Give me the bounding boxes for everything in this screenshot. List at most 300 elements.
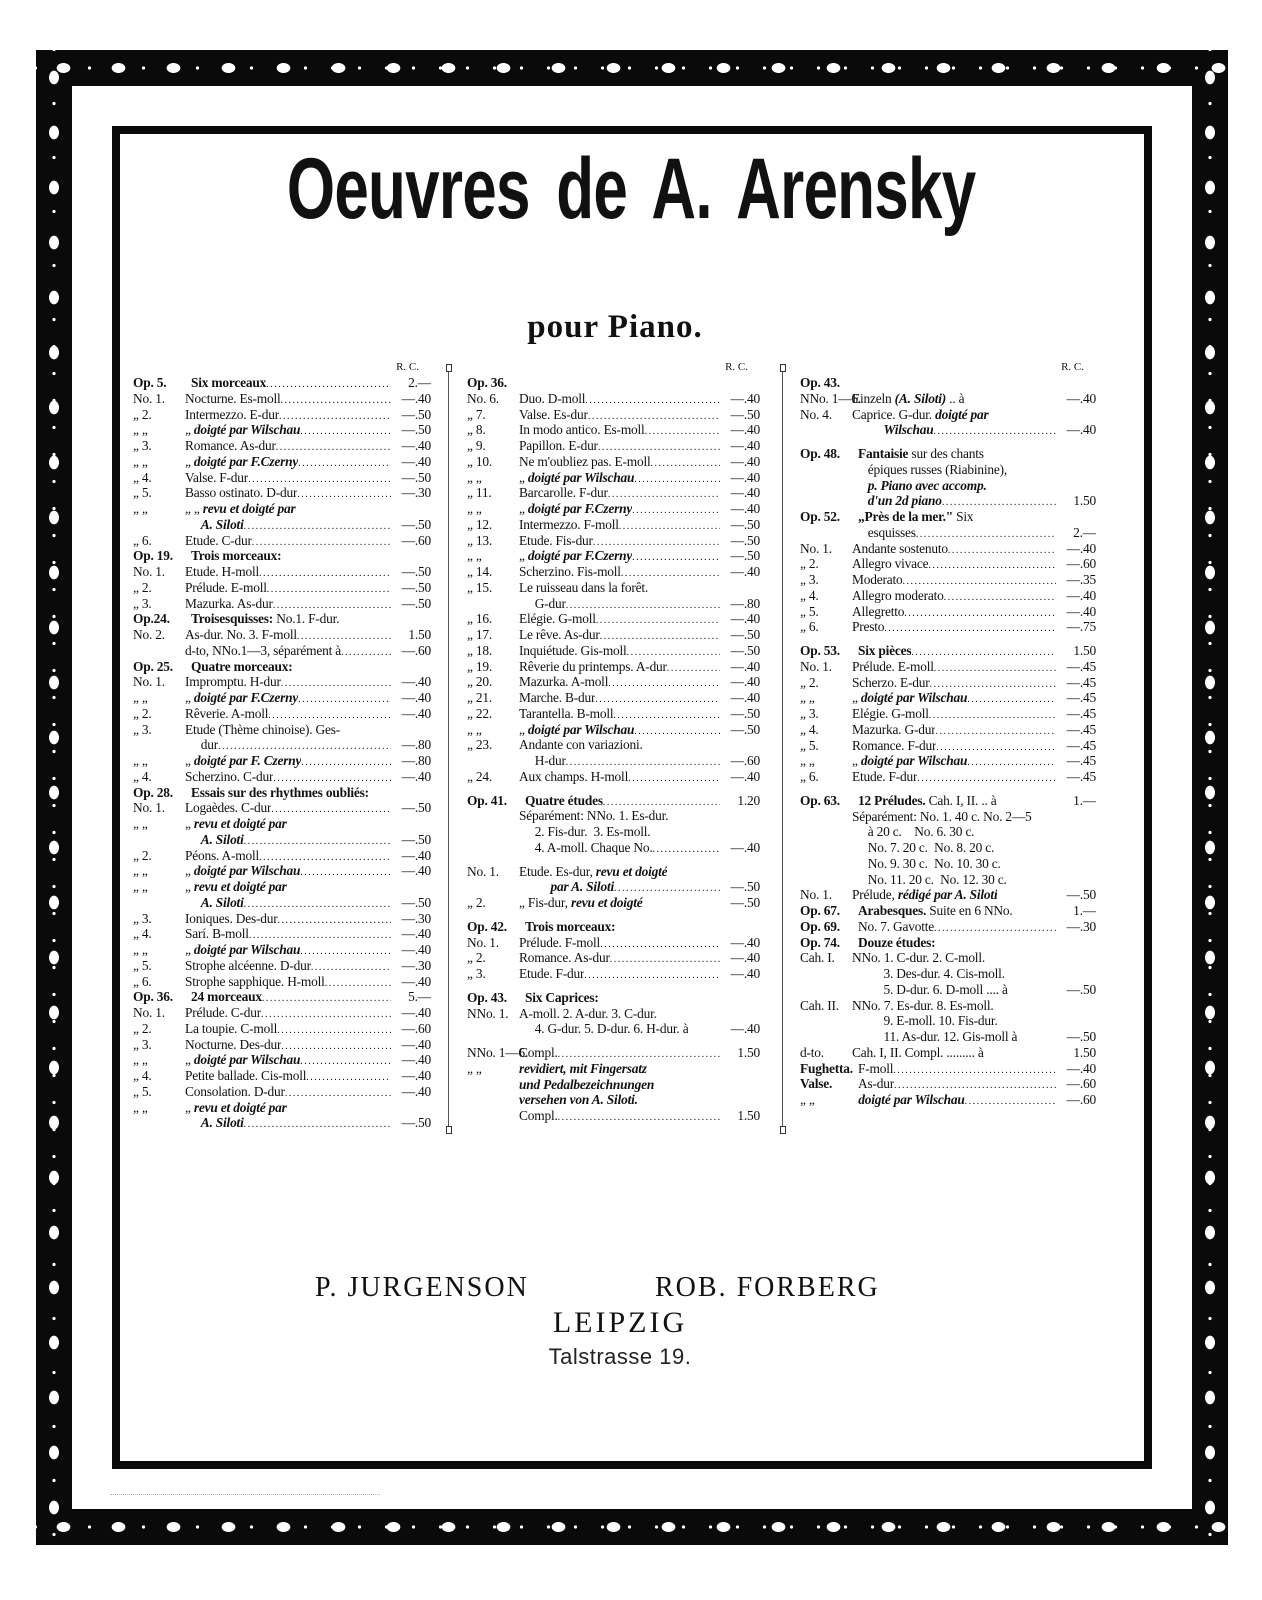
entry-title [519,517,619,533]
price: —.60 [401,532,431,548]
work-title: 12 Préludes. [858,792,926,808]
entry-title [519,1108,558,1124]
entry-number: „ 3. [800,572,819,587]
entry-title [852,407,989,423]
dot-leader [944,588,1056,604]
entry-number [467,1077,519,1093]
dot-leader [902,572,1056,588]
catalog-heading-row [800,793,1096,809]
entry-number: No. 1. [133,800,165,816]
editor-note: doigté par F.Czerny [193,453,299,469]
price: —.50 [401,595,431,611]
catalog-entry-row [467,840,760,856]
catalog-entry-row [467,438,760,454]
editor-note: doigté par Wilschau [193,942,301,957]
catalog-entry-row [467,808,760,824]
entry-number: „ 2. [800,674,819,690]
entry-number: „ 3. [467,966,486,981]
price: —.80 [730,595,760,611]
dot-leader [967,753,1056,769]
entry-text: NNo. 1. C-dur. 2. C-moll. [852,950,985,966]
entry-text: „ [519,501,528,516]
dot-leader [588,407,720,423]
entry-title [185,470,248,486]
dot-leader [244,517,391,533]
work-title: Essais sur des rhythmes oubliés: [191,784,369,800]
entry-title [185,1100,287,1116]
entry-number [133,1115,185,1131]
price: —.50 [1066,981,1096,997]
entry-text [852,478,868,493]
dot-leader [917,769,1056,785]
catalog-entry-row [800,659,1096,675]
entry-number: „ „ [133,753,148,768]
entry-title [185,627,297,643]
price: —.30 [401,485,431,501]
entry-number: No. 1. [467,863,499,879]
entry-number: Op. 42. [467,918,507,934]
column-divider [782,368,783,1130]
editor-note: doigté par Wilschau [527,469,635,485]
price: —.40 [401,863,431,879]
editor-note: revu et doigté par [202,501,296,516]
entry-text: „ [185,879,194,894]
entry-text: „ [519,721,528,737]
dot-leader [911,643,1056,659]
catalog-entry-row [133,863,431,879]
entry-text: F-moll [858,1060,894,1076]
entry-text [185,895,201,910]
entry-text: „ [185,753,194,768]
entry-title [519,808,668,824]
entry-text: Andante sostenuto [852,540,948,556]
price: —.50 [401,406,431,422]
price: —.60 [730,753,760,768]
price: —.40 [1066,540,1096,556]
price: —.40 [730,966,760,981]
catalog-heading-row [133,989,431,1005]
entry-title [858,643,911,659]
dot-leader [262,989,391,1005]
entry-number: „ 5. [133,957,152,973]
catalog-heading-row [133,548,431,564]
dot-leader [259,848,391,864]
entry-text: Consolation. D-dur [185,1083,285,1099]
catalog-entry-row [133,596,431,612]
entry-number: Op. 25. [133,658,173,674]
entry-number: Valse. [800,1076,833,1092]
entry-title [185,422,300,438]
publisher-city: LEIPZIG [552,1306,688,1339]
dot-leader [667,659,720,675]
dot-leader [894,1076,1056,1092]
catalog-entry-row [467,737,760,753]
entry-title [852,722,935,738]
entry-number: „ „ [133,879,148,894]
entry-title [858,935,935,951]
work-title: „Près de la mer." [858,509,954,524]
dot-leader [933,422,1056,438]
entry-title [519,935,600,951]
price: —.40 [730,674,760,690]
price: —.45 [1066,769,1096,784]
dot-leader [273,769,391,785]
catalog-heading-row [133,611,431,627]
dot-leader [585,391,720,407]
entry-title [519,470,634,486]
entry-title [185,863,300,879]
entry-text [852,493,868,508]
entry-title [519,1021,688,1037]
catalog-entry-row [133,911,431,927]
catalog-entry-row [133,517,431,533]
price: —.50 [730,627,760,642]
catalog-entry-row [133,895,431,911]
dot-leader [929,706,1056,722]
entry-number: „ 3. [133,1036,152,1052]
entry-number: Op. 28. [133,784,173,800]
catalog-entry-row [133,926,431,942]
dot-leader [614,879,720,895]
entry-number: „ 2. [133,1020,152,1036]
catalog-entry-row [800,541,1096,557]
work-title: Six morceaux [191,375,267,390]
dot-leader [651,454,721,470]
entry-title [519,966,584,982]
catalog-entry-row [800,407,1096,423]
catalog-entry-row [133,643,431,659]
entry-number: „ „ [467,501,482,516]
entry-title [858,903,1013,919]
border-top-ornament [36,50,1228,86]
entry-text: „ [185,422,194,438]
entry-title [519,674,608,690]
dot-leader [934,919,1056,935]
entry-number: „ 3. [133,721,152,737]
dot-leader [300,422,391,438]
catalog-entry-row [800,706,1096,722]
catalog-entry-row [467,627,760,643]
catalog-entry-row [133,1052,431,1068]
editor-note: par A. Siloti [550,879,614,895]
entry-number [800,872,852,888]
entry-title [185,674,281,690]
entry-title [858,793,997,809]
entry-title [185,895,244,911]
entry-title [858,509,973,525]
entry-title [185,974,325,990]
catalog-entry-row [800,809,1096,825]
editor-note: doigté par F. Czerny [193,753,302,768]
catalog-entry-row [133,533,431,549]
price: —.50 [1066,887,1096,903]
catalog-entry-row [467,517,760,533]
catalog-entry-row [800,588,1096,604]
entry-title [519,690,595,706]
price: —.45 [1066,690,1096,706]
catalog-entry-row [133,1021,431,1037]
entry-title [852,824,974,840]
entry-number: „ 2. [467,895,486,910]
entry-title [852,706,929,722]
entry-title [852,856,1001,872]
entry-text: dur [185,737,218,753]
price: —.50 [1066,1029,1096,1044]
dot-leader [268,706,391,722]
price: —.50 [730,516,760,532]
entry-number: Op. 19. [133,548,173,564]
entry-number: „ „ [800,1092,815,1107]
entry-text: 3. Des-dur. 4. Cis-moll. [852,966,1005,981]
entry-title [185,706,268,722]
catalog-entry-row [133,391,431,407]
editor-note: doigté par Wilschau [193,422,301,438]
dot-leader [613,706,720,722]
entry-number [467,1021,519,1037]
dot-leader [300,1052,391,1068]
entry-number: „ „ [133,1099,148,1115]
catalog-entry-row [800,1013,1096,1029]
entry-number: Op. 41. [467,792,507,808]
entry-title [519,864,667,880]
entry-number [467,1092,519,1108]
entry-text: No. 7. 20 c. No. 8. 20 c. [852,840,995,855]
entry-text: Valse. Es-dur [519,406,588,422]
dot-leader [632,548,720,564]
entry-text: Nocturne. Des-dur [185,1036,282,1052]
entry-text: As-dur [858,1076,894,1092]
catalog-entry-row [467,643,760,659]
entry-number: Op. 74. [800,934,840,950]
catalog-entry-row [133,674,431,690]
entry-text: Cah. I, II. Compl. ......... à [852,1044,984,1060]
entry-number [800,462,852,478]
entry-title [185,1052,300,1068]
entry-number: „ 19. [467,658,493,674]
catalog-entry-row [467,1092,760,1108]
entry-text: „ [519,548,528,564]
dot-leader [930,675,1056,691]
entry-text: In modo antico. Es-moll [519,422,645,438]
catalog-heading-row [133,659,431,675]
entry-number: „ 23. [467,737,493,753]
entry-title [525,793,603,809]
entry-text: Allegro moderato [852,587,944,603]
price: —.40 [730,611,760,627]
catalog-entry-row [133,800,431,816]
catalog-entry-row [467,533,760,549]
catalog-entry-row [800,840,1096,856]
entry-number: Op. 52. [800,509,840,524]
entry-text: Nocturne. Es-moll [185,390,281,406]
dot-leader [643,895,720,911]
price: 2.— [408,375,431,390]
editor-note: doigté par Wilschau [860,753,968,769]
entry-title [519,737,643,753]
price: —.40 [401,705,431,721]
entry-text [185,517,201,532]
dot-leader [598,438,720,454]
entry-text: Aux champs. H-moll [519,768,629,784]
entry-text: Prélude. F-moll [519,934,601,950]
price: —.45 [1066,753,1096,769]
editor-note: A. Siloti [200,831,244,847]
work-title: Quatre études [525,792,603,808]
entry-text: Caprice. G-dur. [852,406,936,422]
catalog-entry-row [133,816,431,832]
entry-number: „ 16. [467,611,493,627]
editor-note: doigté par Wilschau [193,1052,301,1068]
dot-leader [252,533,391,549]
entry-text: La toupie. C-moll [185,1020,278,1036]
entry-number [133,517,185,533]
price: —.50 [401,516,431,532]
dot-leader [261,1005,391,1021]
entry-number: Op.24. [133,611,170,627]
catalog-heading-row [467,919,760,935]
entry-title [858,1061,893,1077]
entry-text: „ „ [185,501,203,516]
dot-leader [904,604,1056,620]
entry-number: „ „ [133,422,148,438]
editor-note: d'un 2d piano [867,493,942,509]
entry-number [800,1029,852,1045]
entry-text: Romance. As-dur [185,438,276,453]
entry-text: épiques russes (Riabinine), [852,461,1008,477]
entry-number [800,824,852,840]
catalog-entry-row [467,674,760,690]
entry-text: „ [852,753,861,769]
entry-text: As-dur. No. 3. F-moll [185,627,297,642]
price: —.40 [401,1083,431,1099]
price: —.50 [401,579,431,595]
entry-text [185,1115,201,1130]
entry-title [852,391,964,407]
entry-number: „ 4. [133,1068,152,1083]
catalog-heading-row [800,446,1096,462]
entry-text: No. 11. 20 c. No. 12. 30 c. [852,871,1007,887]
entry-number: Op. 69. [800,918,840,934]
entry-number [800,525,852,541]
entry-number [800,422,852,438]
dot-leader [600,935,720,951]
entry-title [185,722,340,738]
catalog-heading-row [467,990,760,1006]
entry-number: „ 17. [467,627,493,642]
catalog-heading-row [800,375,1096,391]
entry-title [519,706,613,722]
catalog-heading-row [133,375,431,391]
entry-title [852,619,884,635]
dot-leader [1017,1029,1056,1045]
entry-text: Prélude. E-moll [852,658,934,674]
catalog-entry-row [467,824,760,840]
entry-text: Etude. C-dur [185,532,252,548]
price: —.40 [1066,390,1096,406]
entry-number: Op. 43. [800,375,840,390]
price: —.40 [730,453,760,469]
entry-title [852,950,985,966]
entry-title [519,824,650,840]
price: —.40 [401,453,431,469]
catalog-entry-row [133,737,431,753]
catalog-entry-row [133,753,431,769]
entry-text: Péons. A-moll [185,847,260,863]
entry-text: Marche. B-dur [519,690,596,705]
entry-number: No. 6. [467,390,499,406]
publisher-forberg: ROB. FORBERG [655,1272,880,1303]
price: —.50 [730,721,760,737]
work-title: Six pièces [858,643,912,658]
entry-text: Elégie. G-moll [519,611,596,627]
catalog-entry-row [133,485,431,501]
entry-text: Tarantella. B-moll [519,705,614,721]
dot-leader [634,470,720,486]
entry-title [852,887,997,903]
entry-text: Etude. H-moll [185,564,260,579]
work-title: Fantaisie [858,446,909,461]
price: —.40 [730,564,760,579]
price: —.50 [730,642,760,658]
entry-title [185,737,218,753]
entry-text: G-dur [519,595,566,611]
entry-text: „ [185,1099,194,1115]
entry-text: Allegretto [852,603,905,619]
entry-title [525,919,615,935]
price: 1.50 [408,627,431,642]
price-header: R. C. [396,361,419,373]
entry-number: No. 1. [133,1005,165,1020]
price: —.40 [730,390,760,406]
entry-title [852,604,904,620]
price: —.40 [730,934,760,950]
catalog-column-1 [133,360,431,1131]
entry-title [519,485,608,501]
dot-leader [311,958,391,974]
price: —.40 [401,973,431,989]
price: —.45 [1066,658,1096,674]
catalog-entry-row [467,596,760,612]
entry-number: No. 1. [133,564,165,579]
entry-title [519,659,667,675]
catalog-entry-row [467,391,760,407]
catalog-entry-row [800,619,1096,635]
catalog-entry-row [467,706,760,722]
editor-note: revu et doigté par [193,879,287,894]
entry-title [852,493,942,509]
editor-note: p. Piano avec accomp. [867,477,987,493]
entry-number: Cah. II. [800,997,839,1013]
entry-text: .. à [946,390,965,406]
dot-leader [273,596,391,612]
entry-title [185,816,287,832]
dot-leader [341,643,391,659]
catalog-entry-row [133,470,431,486]
entry-number: d-to. [800,1044,824,1060]
dot-leader [632,501,720,517]
entry-title [852,588,944,604]
dot-leader [965,1092,1056,1108]
entry-title [185,690,298,706]
dot-leader [297,627,391,643]
dot-leader [277,1021,391,1037]
catalog-entry-row [133,454,431,470]
catalog-entry-row [133,848,431,864]
entry-title [185,753,301,769]
border-bottom-ornament [36,1509,1228,1545]
price: —.40 [1066,603,1096,619]
entry-title [519,1006,657,1022]
